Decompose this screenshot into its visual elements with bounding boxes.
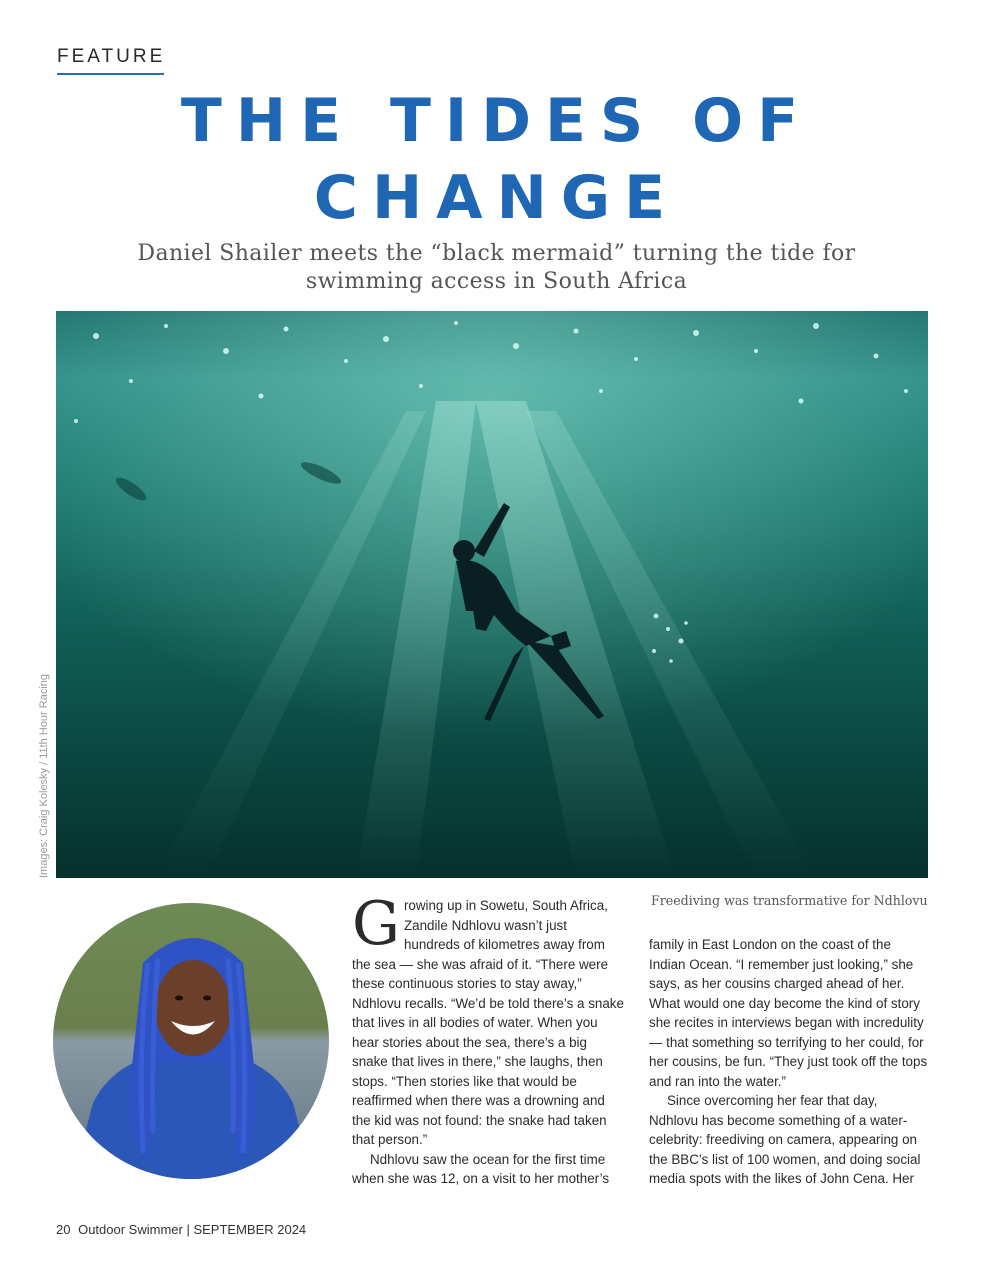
page-number: 20 (56, 1222, 71, 1237)
headline-line-2: CHANGE (313, 163, 680, 233)
smiling-woman-portrait-photo-icon (53, 903, 329, 1179)
standfirst: Daniel Shailer meets the “black mermaid” turning the tide for swimming access in South Africa (137, 241, 856, 294)
drop-cap: G (352, 889, 400, 959)
body-paragraph-2-continued: family in East London on the coast of the Indian Ocean. “I remember just looking,” she says, as her cousins charged ahead of her. What would one day become the kind of story she recites in interviews began with incredulity — that something so terrifying to her could, for her cousins, be fun. “They just took off the tops and ran into the water.” (649, 937, 928, 1089)
section-rule (57, 73, 164, 75)
hero-photo (56, 311, 928, 878)
photo-caption: Freediving was transformative for Ndhlovu (651, 893, 928, 908)
portrait-photo (53, 903, 329, 1179)
body-column-2 (649, 935, 929, 1189)
section-label: FEATURE (57, 46, 166, 67)
body-column-1 (352, 889, 624, 1189)
page-footer (56, 1222, 310, 1237)
body-paragraph-2: Ndhlovu saw the ocean for the first time when she was 12, on a visit to her mother’s (352, 1151, 610, 1186)
photo-credit: Images: Craig Kolesky / 11th Hour Racing (38, 674, 50, 878)
underwater-freediver-photo-icon (56, 311, 928, 878)
magazine-issue: Outdoor Swimmer | SEPTEMBER 2024 (78, 1222, 307, 1237)
body-paragraph-1: rowing up in Sowetu, South Africa, Zandile Ndhlovu wasn’t just hundreds of kilometres away from the sea — she was afraid of it. “There were these continuous stories to stay away,” Ndhlovu recalls. “We’d be told there’s a snake that lives in all bodies of water. When you hear stories about the sea, there’s a big snake that lives in there,” she laughs, then stops. “Then stories like that would be reaffirmed when there was a drowning and the kid was not found: the snake had taken that person.” (352, 898, 624, 1147)
headline-line-1: THE TIDES OF (180, 86, 813, 156)
body-paragraph-3: Since overcoming her fear that day, Ndhlovu has become something of a water-celebrity: freediving on camera, appearing on the BBC’s list of 100 women, and doing social media spots with the likes of John Cena. Her (649, 1093, 921, 1186)
